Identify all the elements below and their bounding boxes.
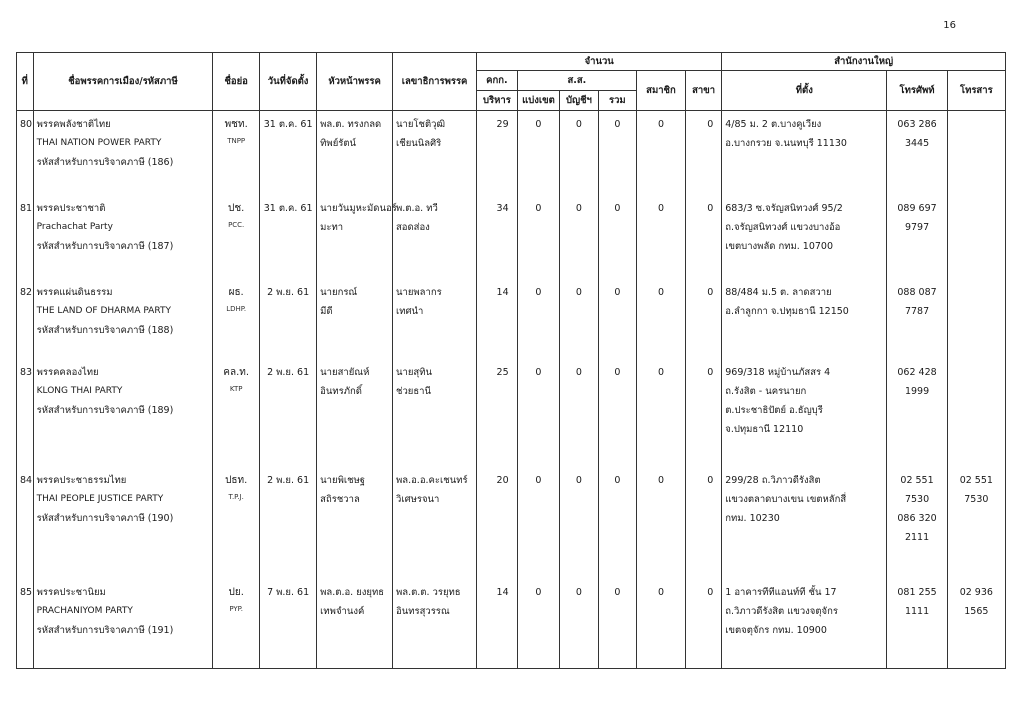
mp-list-count: 0 (560, 467, 598, 579)
party-name-thai: พรรคประชาชาติ (36, 202, 106, 214)
phone-line: 2111 (904, 531, 930, 543)
party-name-thai: พรรคพลังชาติไทย (36, 119, 111, 130)
phone-line: 02 551 (900, 474, 934, 486)
party-tax-code: รหัสสำหรับการบริจาคภาษี (187) (36, 240, 174, 252)
header-phone: โทรศัพท์ (887, 71, 947, 111)
secretary-name-line: พล.อ.อ.คะเชนทร์ (396, 474, 468, 486)
secretary-name-line: นายสุทิน (396, 366, 432, 378)
secretary-name-line: วิเศษรจนา (396, 493, 440, 505)
leader-name-line: เทพจำนงค์ (320, 605, 365, 617)
row-number: 84 (17, 467, 34, 579)
party-name-english: THAI NATION POWER PARTY (36, 138, 162, 148)
branches-count: 0 (685, 579, 721, 669)
phone-cell (887, 195, 947, 279)
founded-date: 31 ต.ค. 61 (260, 195, 317, 279)
leader-name-line: อินทรภักดิ์ (320, 385, 362, 397)
mp-list-count: 0 (560, 359, 598, 467)
mp-constituency-count: 0 (517, 359, 560, 467)
address-cell (722, 195, 887, 279)
members-count: 0 (637, 195, 686, 279)
mp-list-count: 0 (560, 195, 598, 279)
header-members: สมาชิก (637, 71, 686, 111)
address-line: 88/484 ม.5 ต. ลาดสวาย (725, 286, 832, 298)
row-number: 82 (17, 279, 34, 359)
party-name-english: THAI PEOPLE JUSTICE PARTY (36, 493, 164, 504)
phone-line: 086 320 (897, 512, 937, 524)
phone-line: 088 087 (897, 286, 937, 298)
mp-constituency-count: 0 (517, 111, 560, 195)
founded-date: 2 พ.ย. 61 (260, 359, 317, 467)
header-leader: หัวหน้าพรรค (317, 53, 393, 111)
secretary-name-line: เชียนนิลศิริ (396, 138, 442, 149)
fax-cell (947, 111, 1005, 195)
secretary-name-line: อินทรสุวรรณ (396, 605, 450, 617)
phone-line: 1111 (904, 605, 930, 617)
mp-total-count: 0 (598, 359, 636, 467)
phone-line: 1999 (904, 385, 930, 397)
secretary-name-line: นายพลากร (396, 286, 442, 298)
fax-cell (947, 279, 1005, 359)
leader-name-line: นายสายัณห์ (320, 366, 370, 378)
mp-total-count: 0 (598, 111, 636, 195)
leader-cell (317, 579, 393, 669)
party-abbr-thai: ปย. (228, 586, 244, 598)
table-row (17, 359, 1006, 467)
party-tax-code: รหัสสำหรับการบริจาคภาษี (189) (36, 404, 174, 416)
branches-count: 0 (685, 111, 721, 195)
phone-line: 7787 (904, 305, 930, 317)
leader-name-line: นายกรณ์ (320, 286, 358, 298)
address-line: 4/85 ม. 2 ต.บางคูเวียง (725, 119, 822, 130)
header-party-name: ชื่อพรรคการเมือง/รหัสภาษี (33, 53, 213, 111)
secretary-cell (393, 111, 477, 195)
founded-date: 7 พ.ย. 61 (260, 579, 317, 669)
leader-cell (317, 467, 393, 579)
address-line: จ.ปทุมธานี 12110 (725, 423, 804, 435)
secretary-name-line: นายโชติวุฒิ (396, 119, 446, 130)
party-abbr-cell (213, 359, 260, 467)
address-cell (722, 359, 887, 467)
party-abbr-cell (213, 579, 260, 669)
mp-total-count: 0 (598, 195, 636, 279)
header-count-group: จำนวน (477, 53, 722, 71)
address-line: 1 อาคารทีทีแอนท์ที ชั้น 17 (725, 586, 837, 598)
party-abbr-cell (213, 111, 260, 195)
address-line: อ.บางกรวย จ.นนทบุรี 11130 (725, 138, 847, 149)
fax-cell (947, 467, 1005, 579)
address-cell (722, 279, 887, 359)
leader-name-line: นายพิเชษฐ (320, 474, 366, 486)
address-line: 299/28 ถ.วิภาวดีรังสิต (725, 474, 821, 486)
leader-cell (317, 111, 393, 195)
secretary-cell (393, 195, 477, 279)
members-count: 0 (637, 111, 686, 195)
secretary-name-line: เทศนำ (396, 305, 424, 317)
table-row (17, 279, 1006, 359)
committee-count: 25 (477, 359, 518, 467)
address-line: ถ.วิภาวดีรังสิต แขวงจตุจักร (725, 605, 838, 617)
party-name-english: PRACHANIYOM PARTY (36, 605, 133, 616)
fax-line: 02 551 (959, 474, 993, 486)
mp-total-count: 0 (598, 467, 636, 579)
address-line: เขตจตุจักร กทม. 10900 (725, 624, 827, 636)
phone-line: 7530 (904, 493, 930, 505)
party-registry-table (16, 52, 1006, 669)
party-abbr-thai: ผธ. (228, 286, 244, 298)
party-abbr-english: LDHP. (226, 304, 247, 313)
leader-cell (317, 279, 393, 359)
header-mp-total: รวม (598, 91, 636, 111)
fax-line: 02 936 (959, 586, 993, 598)
header-committee: คกก. (477, 71, 518, 91)
phone-line: 063 286 (897, 119, 937, 130)
party-abbr-english: T.P.J. (228, 492, 244, 501)
founded-date: 2 พ.ย. 61 (260, 279, 317, 359)
fax-cell (947, 359, 1005, 467)
header-committee-sub: บริหาร (477, 91, 518, 111)
address-line: ต.ประชาธิปัตย์ อ.ธัญบุรี (725, 404, 823, 416)
secretary-name-line: ช่วยธานี (396, 385, 431, 397)
party-name-cell (33, 579, 213, 669)
header-fax: โทรสาร (947, 71, 1005, 111)
leader-name-line: พล.ต.อ. ยงยุทธ (320, 586, 385, 598)
fax-line: 7530 (964, 493, 989, 505)
header-hq-group: สำนักงานใหญ่ (722, 53, 1006, 71)
secretary-cell (393, 359, 477, 467)
party-name-cell (33, 279, 213, 359)
members-count: 0 (637, 359, 686, 467)
table-row (17, 195, 1006, 279)
leader-name-line: ทิพย์รัตน์ (320, 138, 357, 149)
mp-list-count: 0 (560, 279, 598, 359)
branches-count: 0 (685, 279, 721, 359)
party-abbr-thai: ปช. (228, 202, 245, 214)
founded-date: 2 พ.ย. 61 (260, 467, 317, 579)
party-name-cell (33, 111, 213, 195)
secretary-name-line: พล.ต.ต. วรยุทธ (396, 586, 461, 598)
fax-cell (947, 579, 1005, 669)
address-cell (722, 467, 887, 579)
party-tax-code: รหัสสำหรับการบริจาคภาษี (191) (36, 624, 174, 636)
party-name-thai: พรรคประชานิยม (36, 586, 106, 598)
row-number: 80 (17, 111, 34, 195)
party-abbr-cell (213, 467, 260, 579)
mp-constituency-count: 0 (517, 279, 560, 359)
founded-date: 31 ต.ค. 61 (260, 111, 317, 195)
leader-name-line: มีดี (320, 305, 333, 317)
party-name-cell (33, 359, 213, 467)
branches-count: 0 (685, 195, 721, 279)
committee-count: 34 (477, 195, 518, 279)
address-cell (722, 111, 887, 195)
header-mp-list: บัญชีฯ (560, 91, 598, 111)
phone-cell (887, 359, 947, 467)
mp-total-count: 0 (598, 579, 636, 669)
committee-count: 14 (477, 579, 518, 669)
party-tax-code: รหัสสำหรับการบริจาคภาษี (190) (36, 512, 174, 524)
address-line: เขตบางพลัด กทม. 10700 (725, 240, 833, 252)
address-line: อ.ลำลูกกา จ.ปทุมธานี 12150 (725, 305, 849, 317)
party-name-cell (33, 467, 213, 579)
party-abbr-cell (213, 195, 260, 279)
phone-line: 062 428 (897, 366, 937, 378)
phone-line: 3445 (904, 138, 930, 149)
party-abbr-english: PYP. (229, 604, 244, 613)
phone-line: 089 697 (897, 202, 937, 214)
fax-cell (947, 195, 1005, 279)
header-no: ที่ (17, 53, 34, 111)
phone-cell (887, 111, 947, 195)
mp-constituency-count: 0 (517, 579, 560, 669)
header-mp-group: ส.ส. (517, 71, 636, 91)
address-line: ถ.จรัญสนิทวงศ์ แขวงบางอ้อ (725, 221, 841, 233)
party-name-english: Prachachat Party (36, 221, 113, 232)
header-abbr: ชื่อย่อ (213, 53, 260, 111)
phone-cell (887, 467, 947, 579)
party-name-thai: พรรคแผ่นดินธรรม (36, 286, 113, 298)
committee-count: 29 (477, 111, 518, 195)
row-number: 85 (17, 579, 34, 669)
address-line: กทม. 10230 (725, 512, 780, 524)
party-abbr-cell (213, 279, 260, 359)
mp-list-count: 0 (560, 111, 598, 195)
header-founded: วันที่จัดตั้ง (260, 53, 317, 111)
mp-constituency-count: 0 (517, 195, 560, 279)
party-abbr-thai: คล.ท. (223, 366, 250, 378)
leader-name-line: มะทา (320, 221, 344, 233)
table-row (17, 579, 1006, 669)
secretary-cell (393, 279, 477, 359)
party-abbr-thai: ปธท. (225, 474, 248, 486)
party-abbr-thai: พชท. (224, 119, 248, 130)
party-name-cell (33, 195, 213, 279)
header-secretary: เลขาธิการพรรค (393, 53, 477, 111)
phone-cell (887, 579, 947, 669)
leader-name-line: สถิรชวาล (320, 493, 360, 505)
leader-cell (317, 359, 393, 467)
branches-count: 0 (685, 467, 721, 579)
secretary-name-line: พ.ต.อ. ทวี (396, 202, 438, 214)
branches-count: 0 (685, 359, 721, 467)
fax-line: 1565 (964, 605, 989, 617)
phone-line: 9797 (904, 221, 930, 233)
address-line: ถ.รังสิต - นครนายก (725, 385, 807, 397)
table-row (17, 467, 1006, 579)
secretary-cell (393, 579, 477, 669)
secretary-name-line: สอดส่อง (396, 221, 430, 233)
address-line: 969/318 หมู่บ้านภัสสร 4 (725, 366, 831, 378)
party-abbr-english: TNPP (227, 137, 246, 145)
mp-total-count: 0 (598, 279, 636, 359)
address-cell (722, 579, 887, 669)
address-line: 683/3 ซ.จรัญสนิทวงศ์ 95/2 (725, 202, 843, 214)
party-name-thai: พรรคคลองไทย (36, 366, 99, 378)
page-number: 16 (943, 20, 956, 31)
phone-line: 081 255 (897, 586, 937, 598)
party-abbr-english: KTP (229, 384, 243, 393)
party-abbr-english: PCC. (228, 220, 245, 229)
committee-count: 20 (477, 467, 518, 579)
party-name-thai: พรรคประชาธรรมไทย (36, 474, 127, 486)
address-line: แขวงตลาดบางเขน เขตหลักสี่ (725, 493, 847, 505)
header-branches: สาขา (685, 71, 721, 111)
secretary-cell (393, 467, 477, 579)
party-name-english: THE LAND OF DHARMA PARTY (36, 305, 171, 316)
mp-constituency-count: 0 (517, 467, 560, 579)
members-count: 0 (637, 467, 686, 579)
members-count: 0 (637, 279, 686, 359)
row-number: 83 (17, 359, 34, 467)
party-tax-code: รหัสสำหรับการบริจาคภาษี (188) (36, 324, 174, 336)
header-address: ที่ตั้ง (722, 71, 887, 111)
leader-cell (317, 195, 397, 279)
leader-name-line: พล.ต. ทรงกลด (320, 119, 382, 130)
leader-name-line: นายวันมูหะมัดนอร์ (320, 202, 397, 214)
header-mp-constituency: แบ่งเขต (517, 91, 560, 111)
row-number: 81 (17, 195, 34, 279)
party-tax-code: รหัสสำหรับการบริจาคภาษี (186) (36, 157, 174, 168)
phone-cell (887, 279, 947, 359)
table-row (17, 111, 1006, 195)
party-name-english: KLONG THAI PARTY (36, 385, 123, 396)
mp-list-count: 0 (560, 579, 598, 669)
committee-count: 14 (477, 279, 518, 359)
members-count: 0 (637, 579, 686, 669)
